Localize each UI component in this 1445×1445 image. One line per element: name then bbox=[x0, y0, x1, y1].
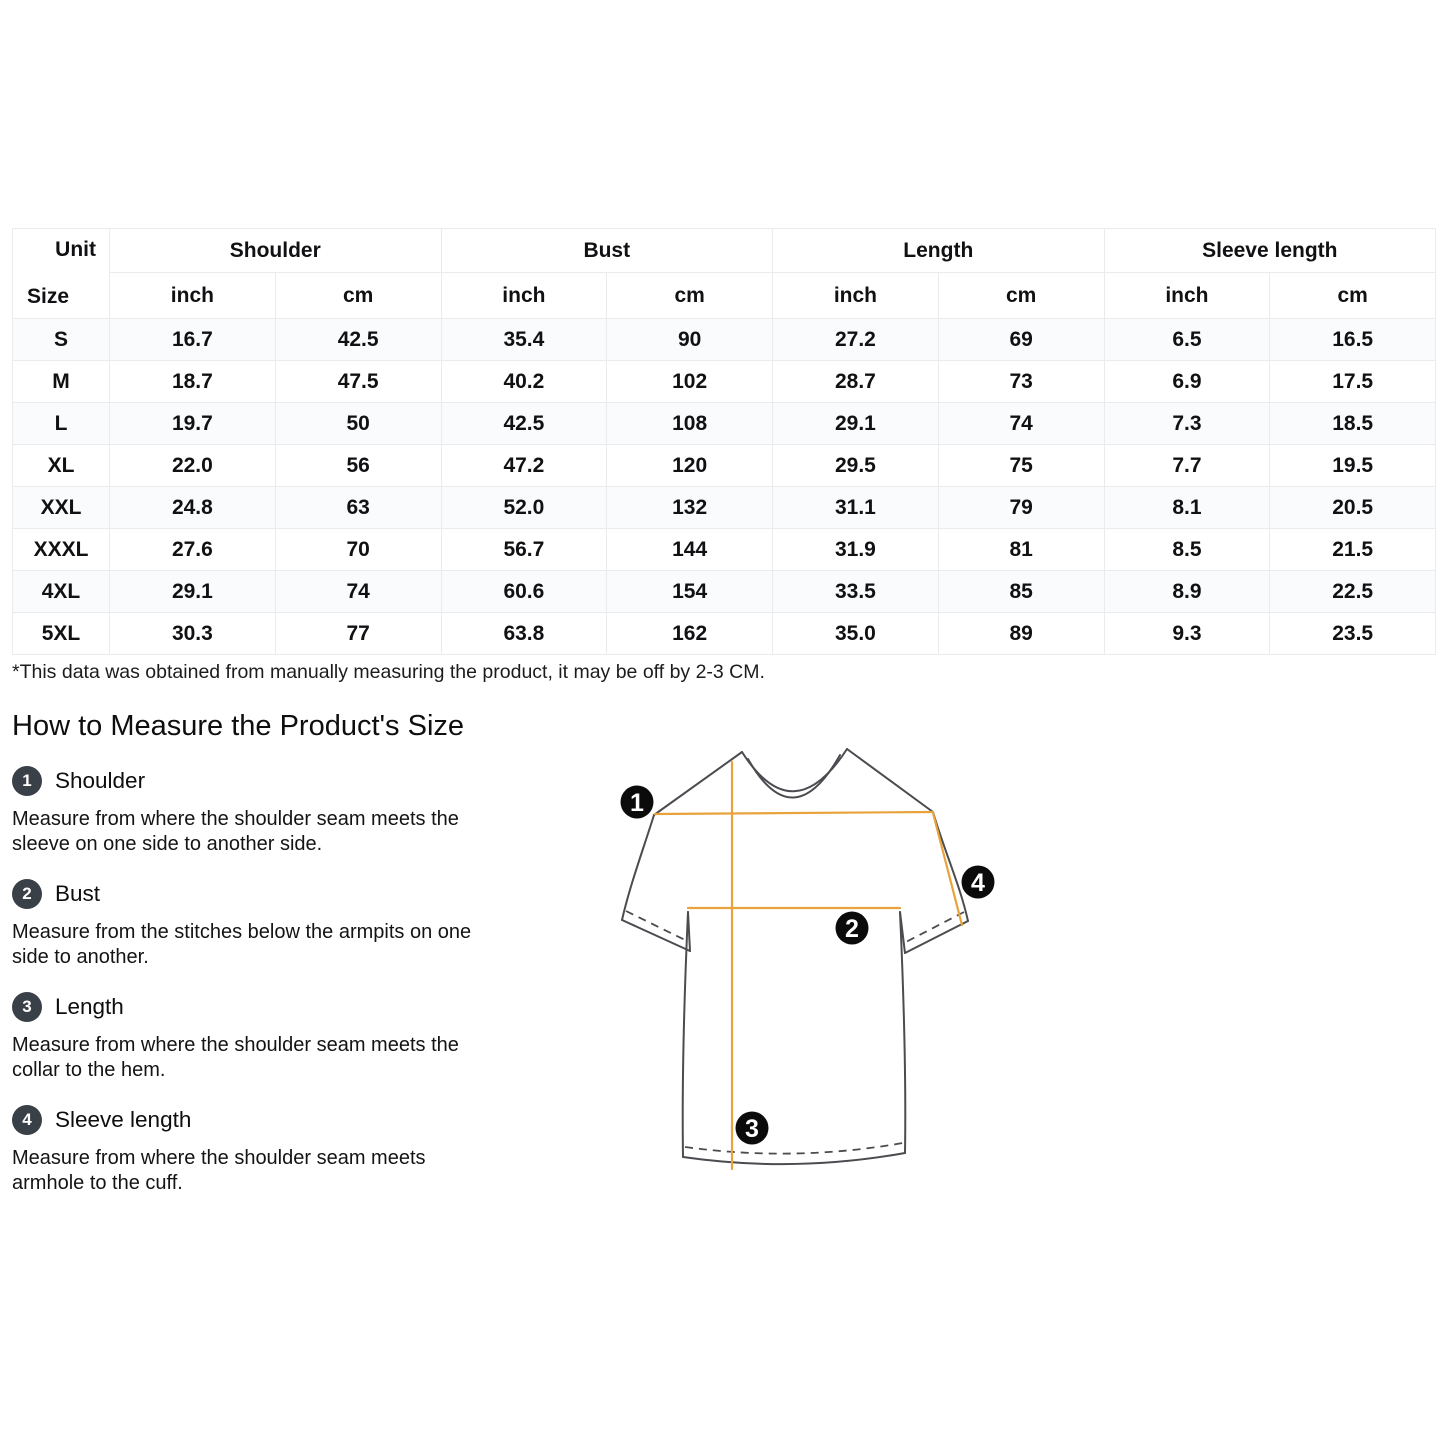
measurement-cell: 77 bbox=[275, 613, 441, 655]
measurement-cell: 144 bbox=[607, 529, 773, 571]
corner-cell bbox=[13, 229, 110, 319]
measurement-cell: 74 bbox=[275, 571, 441, 613]
step-number-badge: 1 bbox=[12, 766, 42, 796]
measure-step bbox=[12, 766, 517, 856]
measurement-cell: 35.4 bbox=[441, 319, 607, 361]
measurement-cell: 79 bbox=[938, 487, 1104, 529]
measurement-cell: 6.5 bbox=[1104, 319, 1270, 361]
measurement-cell: 52.0 bbox=[441, 487, 607, 529]
unit-header-cell: cm bbox=[1270, 273, 1436, 319]
measurement-cell: 29.5 bbox=[773, 445, 939, 487]
step-label: Length bbox=[55, 994, 124, 1019]
step-description: Measure from where the shoulder seam meets the sleeve on one side to another side. bbox=[12, 808, 459, 855]
measurement-cell: 6.9 bbox=[1104, 361, 1270, 403]
size-label-cell: 5XL bbox=[13, 613, 110, 655]
table-group-header-row bbox=[13, 229, 1436, 273]
measurement-cell: 69 bbox=[938, 319, 1104, 361]
measurement-cell: 42.5 bbox=[275, 319, 441, 361]
tshirt-measurement-diagram bbox=[580, 720, 1040, 1220]
size-label-cell: S bbox=[13, 319, 110, 361]
step-number-badge: 4 bbox=[12, 1105, 42, 1135]
measurement-cell: 56 bbox=[275, 445, 441, 487]
measurement-cell: 56.7 bbox=[441, 529, 607, 571]
measurement-cell: 108 bbox=[607, 403, 773, 445]
measurement-cell: 19.7 bbox=[110, 403, 276, 445]
measure-step bbox=[12, 1105, 517, 1195]
step-header bbox=[12, 992, 517, 1022]
measurement-cell: 7.3 bbox=[1104, 403, 1270, 445]
measurement-cell: 132 bbox=[607, 487, 773, 529]
measurement-cell: 31.9 bbox=[773, 529, 939, 571]
measurement-cell: 40.2 bbox=[441, 361, 607, 403]
table-row bbox=[13, 487, 1436, 529]
measurement-cell: 27.2 bbox=[773, 319, 939, 361]
measurement-cell: 22.5 bbox=[1270, 571, 1436, 613]
svg-text:1: 1 bbox=[630, 789, 644, 817]
size-table-body bbox=[13, 319, 1436, 655]
step-description: Measure from where the shoulder seam meets armhole to the cuff. bbox=[12, 1147, 426, 1194]
measurement-cell: 17.5 bbox=[1270, 361, 1436, 403]
unit-header-cell: inch bbox=[110, 273, 276, 319]
step-label: Shoulder bbox=[55, 768, 146, 793]
svg-text:3: 3 bbox=[745, 1115, 759, 1143]
unit-header-cell: cm bbox=[607, 273, 773, 319]
measurement-cell: 22.0 bbox=[110, 445, 276, 487]
measure-step bbox=[12, 992, 517, 1082]
measurement-cell: 85 bbox=[938, 571, 1104, 613]
table-footnote: *This data was obtained from manually measuring the product, it may be off by 2-3 CM. bbox=[12, 661, 765, 683]
step-label: Sleeve length bbox=[55, 1107, 192, 1132]
measurement-cell: 20.5 bbox=[1270, 487, 1436, 529]
measurement-cell: 19.5 bbox=[1270, 445, 1436, 487]
measurement-cell: 47.5 bbox=[275, 361, 441, 403]
measurement-cell: 47.2 bbox=[441, 445, 607, 487]
table-row bbox=[13, 445, 1436, 487]
measurement-cell: 70 bbox=[275, 529, 441, 571]
measurement-cell: 81 bbox=[938, 529, 1104, 571]
size-label-cell: XXXL bbox=[13, 529, 110, 571]
unit-header-cell: cm bbox=[275, 273, 441, 319]
measurement-cell: 24.8 bbox=[110, 487, 276, 529]
measurement-cell: 29.1 bbox=[773, 403, 939, 445]
measurement-cell: 16.5 bbox=[1270, 319, 1436, 361]
measurement-cell: 162 bbox=[607, 613, 773, 655]
corner-unit-label: Unit bbox=[55, 238, 96, 261]
measurement-cell: 74 bbox=[938, 403, 1104, 445]
corner-size-label: Size bbox=[27, 285, 70, 308]
measurement-cell: 50 bbox=[275, 403, 441, 445]
measurement-cell: 102 bbox=[607, 361, 773, 403]
table-row bbox=[13, 613, 1436, 655]
measure-steps bbox=[12, 766, 517, 1218]
measurement-cell: 18.7 bbox=[110, 361, 276, 403]
step-number-badge: 2 bbox=[12, 879, 42, 909]
measure-step bbox=[12, 879, 517, 969]
marker-shoulder bbox=[621, 786, 654, 819]
table-row bbox=[13, 319, 1436, 361]
svg-text:2: 2 bbox=[845, 915, 859, 943]
unit-header-cell: cm bbox=[938, 273, 1104, 319]
how-to-measure-title: How to Measure the Product's Size bbox=[12, 710, 465, 742]
step-description: Measure from the stitches below the armpits on one side to another. bbox=[12, 921, 472, 968]
group-header-length: Length bbox=[773, 229, 1105, 273]
group-header-bust: Bust bbox=[441, 229, 773, 273]
marker-sleeve-length bbox=[962, 866, 995, 899]
step-header bbox=[12, 879, 517, 909]
measurement-cell: 21.5 bbox=[1270, 529, 1436, 571]
measurement-cell: 35.0 bbox=[773, 613, 939, 655]
measurement-cell: 31.1 bbox=[773, 487, 939, 529]
measurement-cell: 28.7 bbox=[773, 361, 939, 403]
measurement-cell: 60.6 bbox=[441, 571, 607, 613]
measurement-cell: 29.1 bbox=[110, 571, 276, 613]
marker-length bbox=[736, 1112, 769, 1145]
size-chart-table bbox=[12, 228, 1436, 655]
measurement-cell: 8.1 bbox=[1104, 487, 1270, 529]
size-label-cell: XL bbox=[13, 445, 110, 487]
step-description: Measure from where the shoulder seam meets the collar to the hem. bbox=[12, 1034, 459, 1081]
marker-bust bbox=[836, 912, 869, 945]
table-row bbox=[13, 361, 1436, 403]
measurement-cell: 30.3 bbox=[110, 613, 276, 655]
unit-header-cell: inch bbox=[441, 273, 607, 319]
measurement-cell: 120 bbox=[607, 445, 773, 487]
size-label-cell: L bbox=[13, 403, 110, 445]
measurement-cell: 23.5 bbox=[1270, 613, 1436, 655]
table-row bbox=[13, 529, 1436, 571]
sleeve-measure-line bbox=[933, 813, 962, 925]
measurement-cell: 9.3 bbox=[1104, 613, 1270, 655]
measurement-cell: 42.5 bbox=[441, 403, 607, 445]
measurement-lines bbox=[655, 762, 962, 1169]
svg-text:4: 4 bbox=[971, 869, 985, 897]
unit-header-cell: inch bbox=[1104, 273, 1270, 319]
table-row bbox=[13, 571, 1436, 613]
measurement-cell: 18.5 bbox=[1270, 403, 1436, 445]
measurement-cell: 154 bbox=[607, 571, 773, 613]
measurement-cell: 8.5 bbox=[1104, 529, 1270, 571]
group-header-sleeve-length: Sleeve length bbox=[1104, 229, 1436, 273]
table-unit-header-row bbox=[13, 273, 1436, 319]
group-header-shoulder: Shoulder bbox=[110, 229, 442, 273]
measurement-cell: 27.6 bbox=[110, 529, 276, 571]
measurement-cell: 63 bbox=[275, 487, 441, 529]
measurement-cell: 73 bbox=[938, 361, 1104, 403]
size-label-cell: 4XL bbox=[13, 571, 110, 613]
step-header bbox=[12, 766, 517, 796]
measurement-cell: 75 bbox=[938, 445, 1104, 487]
measurement-cell: 7.7 bbox=[1104, 445, 1270, 487]
measurement-cell: 8.9 bbox=[1104, 571, 1270, 613]
table-row bbox=[13, 403, 1436, 445]
measurement-cell: 89 bbox=[938, 613, 1104, 655]
shoulder-measure-line bbox=[655, 812, 933, 814]
measurement-cell: 63.8 bbox=[441, 613, 607, 655]
step-number-badge: 3 bbox=[12, 992, 42, 1022]
size-label-cell: XXL bbox=[13, 487, 110, 529]
measurement-cell: 16.7 bbox=[110, 319, 276, 361]
step-label: Bust bbox=[55, 881, 101, 906]
unit-header-cell: inch bbox=[773, 273, 939, 319]
size-label-cell: M bbox=[13, 361, 110, 403]
measurement-cell: 33.5 bbox=[773, 571, 939, 613]
hem-stitch bbox=[685, 1143, 903, 1154]
step-header bbox=[12, 1105, 517, 1135]
measurement-cell: 90 bbox=[607, 319, 773, 361]
